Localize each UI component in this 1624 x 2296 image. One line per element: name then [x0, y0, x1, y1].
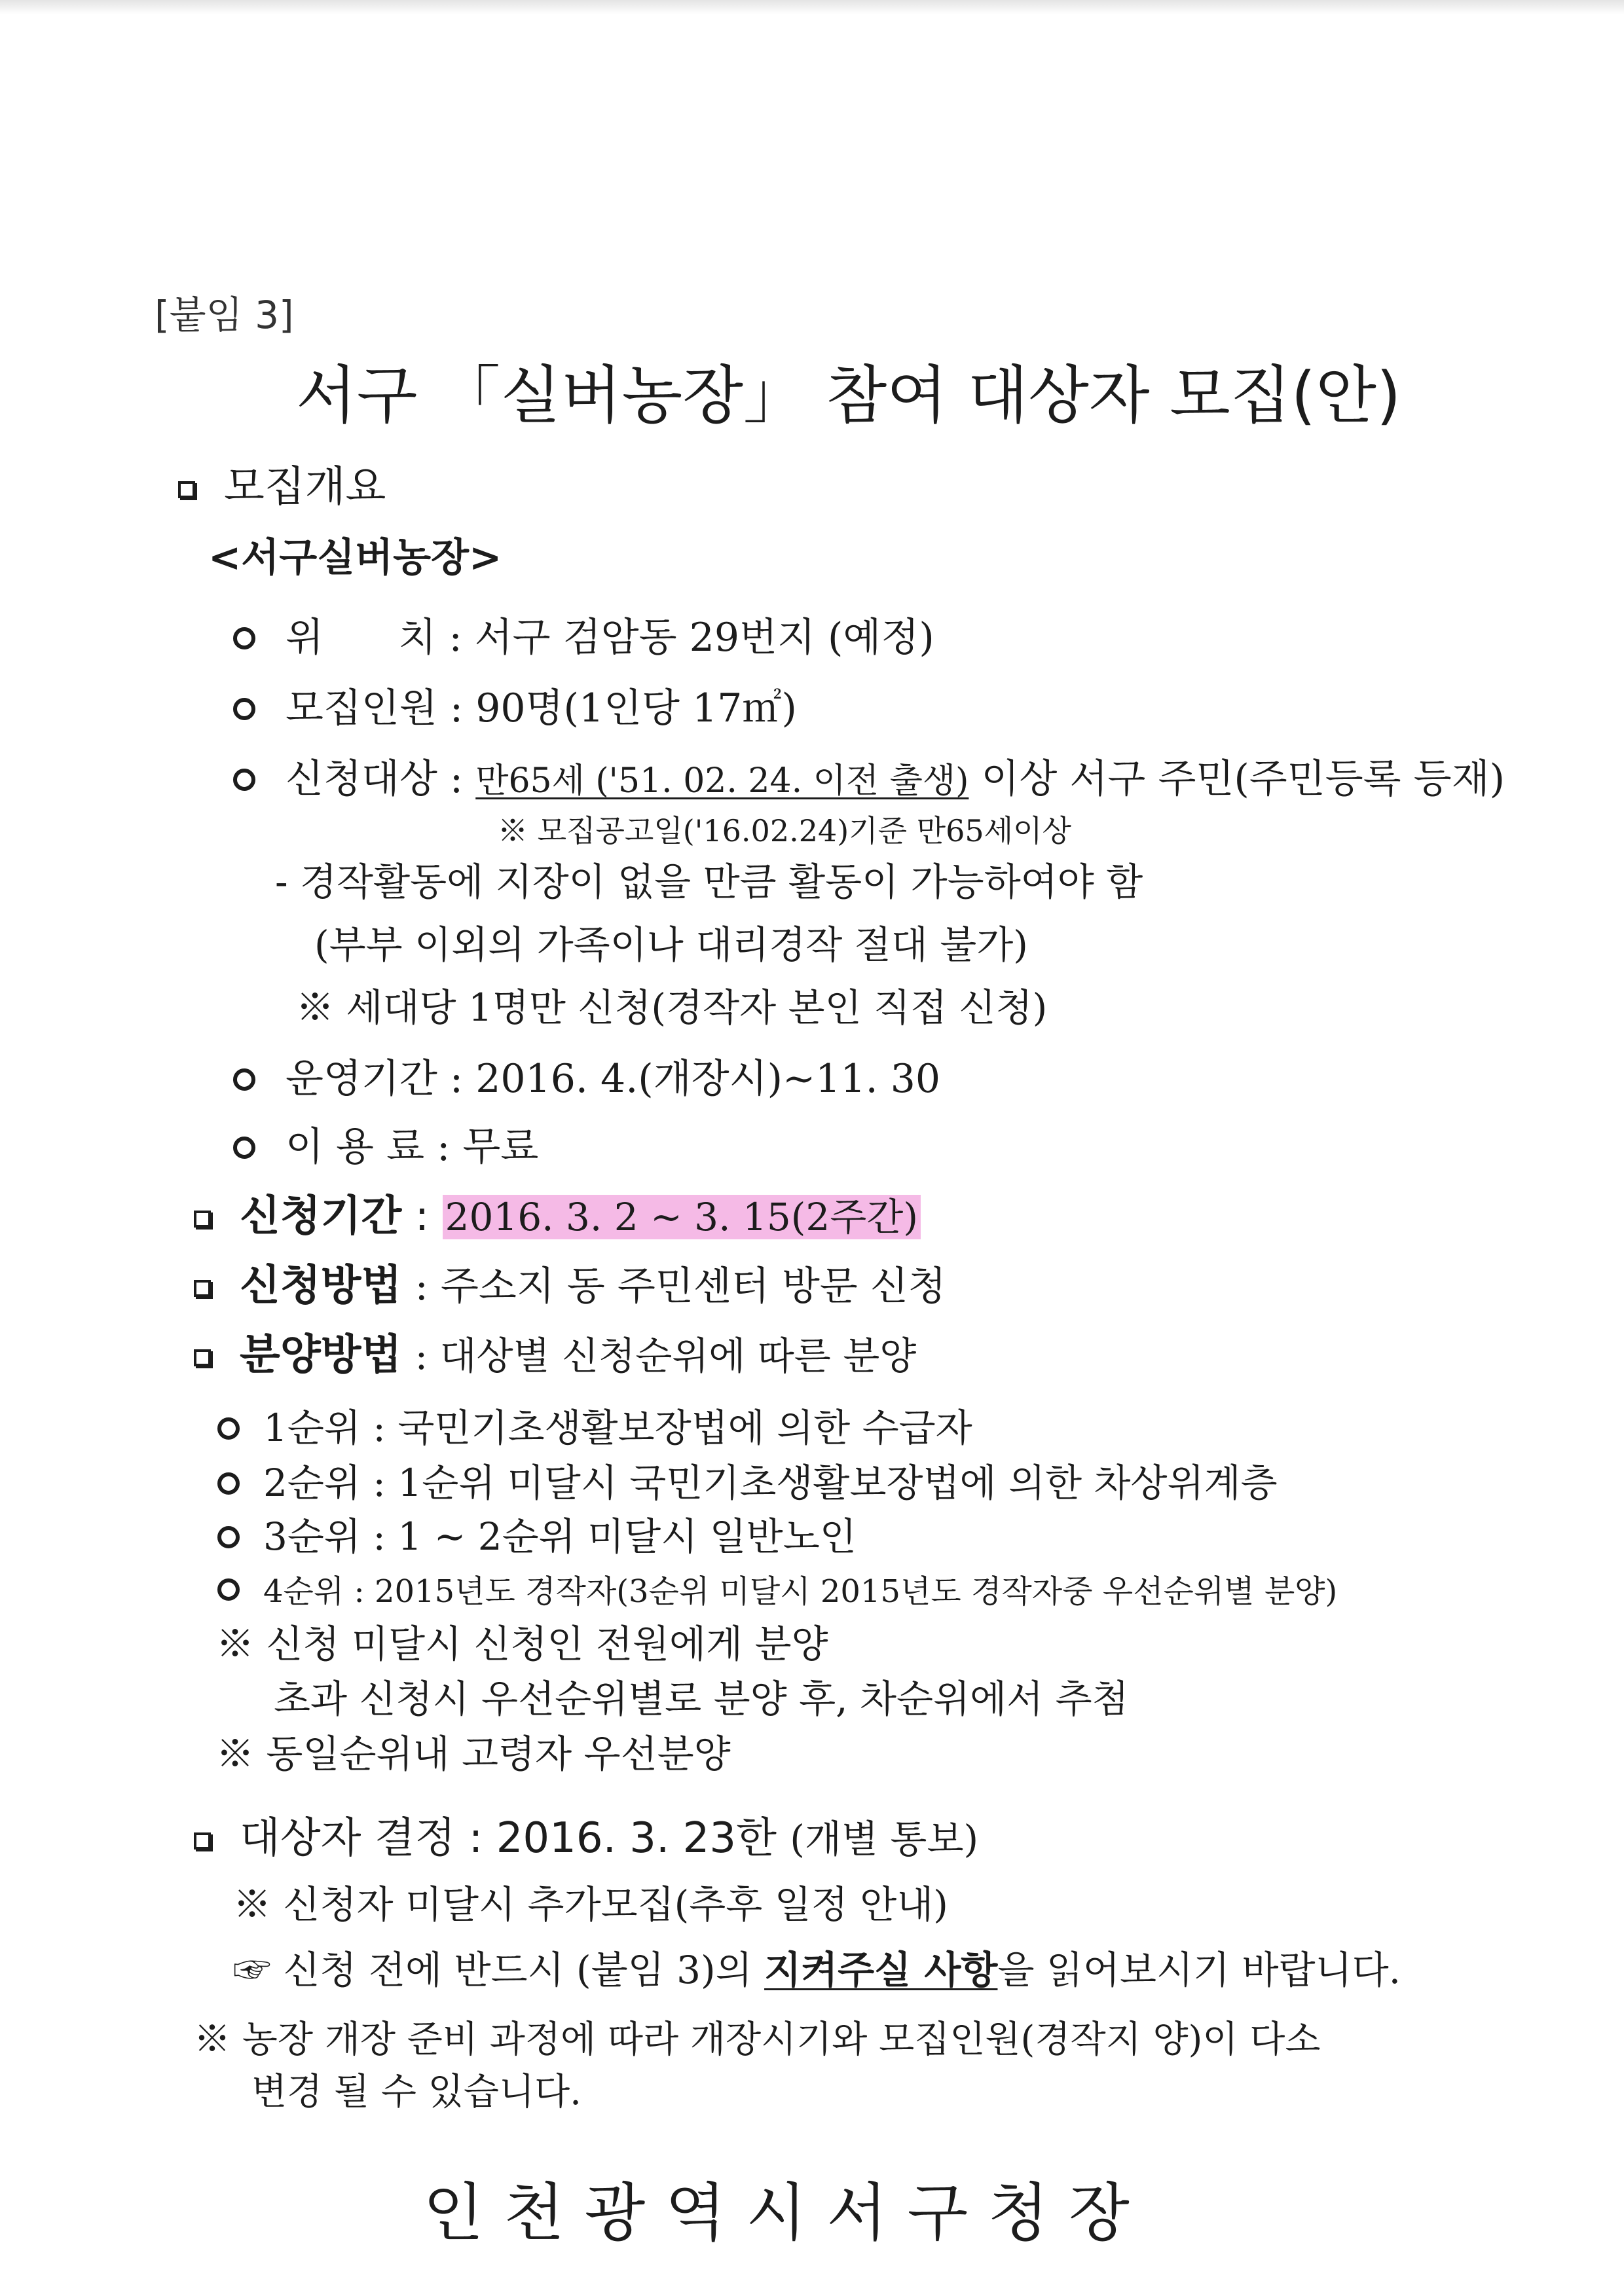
capacity-row	[233, 685, 797, 731]
circle-bullet-icon	[233, 1137, 255, 1159]
priority-3: 3순위 : 1 ~ 2순위 미달시 일반노인	[217, 1518, 857, 1556]
location-value: : 서구 검암동 29번지 (예정)	[449, 615, 934, 661]
scan-edge	[0, 0, 1624, 14]
circle-bullet-icon	[217, 1578, 240, 1601]
footer-note-line2: 변경 될 수 있습니다.	[251, 2071, 581, 2113]
pointer-note: ☞ 신청 전에 반드시 (붙임 3)의 지켜주실 사항을 읽어보시기 바랍니다.	[233, 1948, 1401, 1992]
eligibility-label: 신청대상	[286, 756, 437, 802]
decision-notice: (개별 통보)	[790, 1817, 979, 1861]
pointing-hand-icon: ☞	[233, 1948, 272, 1992]
document-title: 서구 「실버농장」 참여 대상자 모집(안)	[296, 359, 1401, 432]
period-value: : 2016. 4.(개장시)~11. 30	[449, 1056, 941, 1102]
pointer-emphasis: 지켜주실 사항	[764, 1948, 998, 1992]
priority-4: 4순위 : 2015년도 경작자(3순위 미달시 2015년도 경작자중 우선순위별 분양)	[217, 1573, 1337, 1608]
issuer-name: 인 천 광 역 시 서 구 청 장	[423, 2176, 1130, 2250]
application-period-label: 신청기간	[240, 1192, 402, 1241]
eligibility-birth-cutoff: 만65세 ('51. 02. 24. 이전 출생)	[475, 761, 969, 801]
footer-note-line1: ※ 농장 개장 준비 과정에 따라 개장시기와 모집인원(경작지 양)이 다소	[194, 2018, 1321, 2061]
location-row	[233, 615, 934, 661]
decision-row	[194, 1814, 979, 1863]
eligibility-note: ※ 모집공고일('16.02.24)기준 만65세이상	[498, 813, 1071, 848]
allocation-note-shortfall: ※ 신청 미달시 신청인 전원에게 분양	[216, 1622, 828, 1666]
circle-bullet-icon	[217, 1526, 240, 1548]
allocation-row	[194, 1331, 917, 1379]
eligibility-row: 신청대상 : 만65세 ('51. 02. 24. 이전 출생) 이상 서구 주민(주민등록 등재)	[233, 759, 1505, 799]
attachment-label: [붙임 3]	[155, 293, 294, 337]
decision-label: 대상자 결정 : 2016. 3. 23한	[240, 1814, 777, 1863]
capacity-label: 모집인원	[286, 685, 437, 731]
checkbox-square-icon	[194, 1349, 211, 1366]
period-label: 운영기간	[286, 1056, 437, 1102]
fee-label: 이 용 료	[286, 1124, 425, 1170]
capacity-value: : 90명(1인당 17㎡)	[449, 685, 797, 731]
application-period-value: 2016. 3. 2 ~ 3. 15(2주간)	[443, 1195, 921, 1239]
allocation-label: 분양방법	[240, 1331, 402, 1379]
application-method-value: : 주소지 동 주민센터 방문 신청	[415, 1264, 946, 1309]
application-method-row	[194, 1262, 946, 1310]
overview-heading: 모집개요	[178, 466, 386, 508]
fee-row	[233, 1124, 539, 1170]
condition-activity: - 경작활동에 지장이 없을 만큼 활동이 가능하여야 함	[275, 860, 1143, 904]
application-method-label: 신청방법	[240, 1262, 402, 1310]
circle-bullet-icon	[217, 1472, 240, 1495]
location-label: 위 치	[286, 615, 437, 661]
checkbox-square-icon	[178, 481, 195, 498]
condition-one-per-household: ※ 세대당 1명만 신청(경작자 본인 직접 신청)	[296, 985, 1048, 1030]
checkbox-square-icon	[194, 1280, 211, 1297]
circle-bullet-icon	[233, 627, 255, 649]
fee-value: : 무료	[437, 1124, 539, 1170]
farm-name: <서구실버농장>	[208, 535, 502, 581]
allocation-value: : 대상별 신청순위에 따른 분양	[415, 1334, 917, 1378]
eligibility-residence: 이상 서구 주민(주민등록 등재)	[969, 756, 1505, 802]
allocation-note-age: ※ 동일순위내 고령자 우선분양	[216, 1732, 731, 1776]
priority-1: 1순위 : 국민기초생활보장법에 의한 수급자	[217, 1409, 972, 1447]
circle-bullet-icon	[233, 698, 255, 720]
circle-bullet-icon	[233, 1068, 255, 1091]
period-row	[233, 1056, 941, 1102]
allocation-note-excess: 초과 신청시 우선순위별로 분양 후, 차순위에서 추첨	[274, 1677, 1129, 1721]
application-period-row: 신청기간 : 2016. 3. 2 ~ 3. 15(2주간)	[194, 1195, 921, 1237]
condition-family: (부부 이외의 가족이나 대리경작 절대 불가)	[314, 922, 1028, 967]
checkbox-square-icon	[194, 1832, 211, 1850]
decision-note: ※ 신청자 미달시 추가모집(추후 일정 안내)	[233, 1882, 948, 1927]
checkbox-square-icon	[194, 1211, 211, 1228]
circle-bullet-icon	[233, 769, 255, 791]
circle-bullet-icon	[217, 1417, 240, 1440]
priority-2: 2순위 : 1순위 미달시 국민기초생활보장법에 의한 차상위계층	[217, 1464, 1278, 1502]
